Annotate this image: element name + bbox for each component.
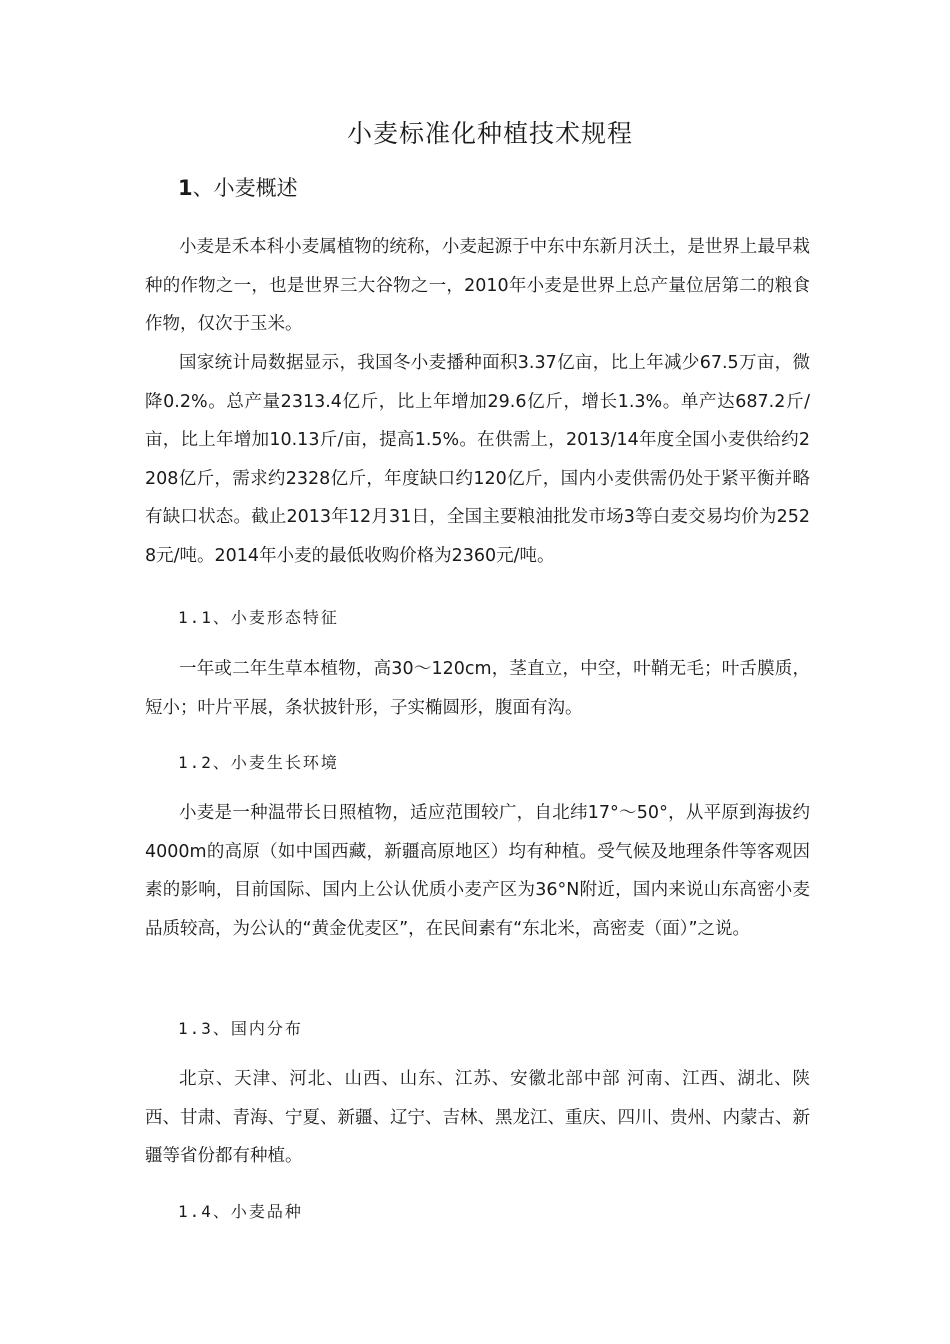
section-heading-overview xyxy=(178,172,298,202)
subsection-heading-environment: 1.2、小麦生长环境 xyxy=(178,753,339,772)
subsection-heading-varieties: 1.4、小麦品种 xyxy=(178,1202,303,1221)
section-number: 1 xyxy=(178,176,193,200)
section-heading-text: 、小麦概述 xyxy=(192,176,298,200)
paragraph-wheat-statistics: 国家统计局数据显示，我国冬小麦播种面积3.37亿亩，比上年减少67.5万亩，微降0.2%。总产量2313.4亿斤，比上年增加29.6亿斤，增长1.3%。单产达687.2斤/亩，比上年增加10.13斤/亩，提高1.5%。在供需上，2013/14年度全国小麦供给约2208亿斤，需求约2328亿斤，年度缺口约120亿斤，国内小麦供需仍处于紧平衡并略有缺口状态。截止2013年12月31日，全国主要粮油批发市场3等白麦交易均价为2528元/吨。2014年小麦的最低收购价格为2360元/吨。 xyxy=(145,353,810,566)
paragraph-environment: 小麦是一种温带长日照植物，适应范围较广，自北纬17°～50°，从平原到海拔约4000m的高原（如中国西藏，新疆高原地区）均有种植。受气候及地理条件等客观因素的影响，目前国际、国内上公认优质小麦产区为36°N附近，国内来说山东高密小麦品质较高，为公认的“黄金优麦区”，在民间素有“东北米，高密麦（面）”之说。 xyxy=(145,803,810,939)
subsection-heading-morphology: 1.1、小麦形态特征 xyxy=(178,608,339,627)
paragraph-distribution: 北京、天津、河北、山西、山东、江苏、安徽北部中部 河南、江西、湖北、陕西、甘肃、青海、宁夏、新疆、辽宁、吉林、黑龙江、重庆、四川、贵州、内蒙古、新疆等省份都有种植。 xyxy=(145,1069,810,1166)
paragraph-wheat-intro: 小麦是禾本科小麦属植物的统称，小麦起源于中东中东新月沃土，是世界上最早栽种的作物之一，也是世界三大谷物之一，2010年小麦是世界上总产量位居第二的粮食作物，仅次于玉米。 xyxy=(145,237,810,334)
subsection-heading-distribution: 1.3、国内分布 xyxy=(178,1019,303,1038)
paragraph-morphology: 一年或二年生草本植物，高30～120cm，茎直立，中空，叶鞘无毛；叶舌膜质，短小；叶片平展，条状披针形，子实椭圆形，腹面有沟。 xyxy=(145,659,810,718)
document-title: 小麦标准化种植技术规程 xyxy=(346,119,633,148)
